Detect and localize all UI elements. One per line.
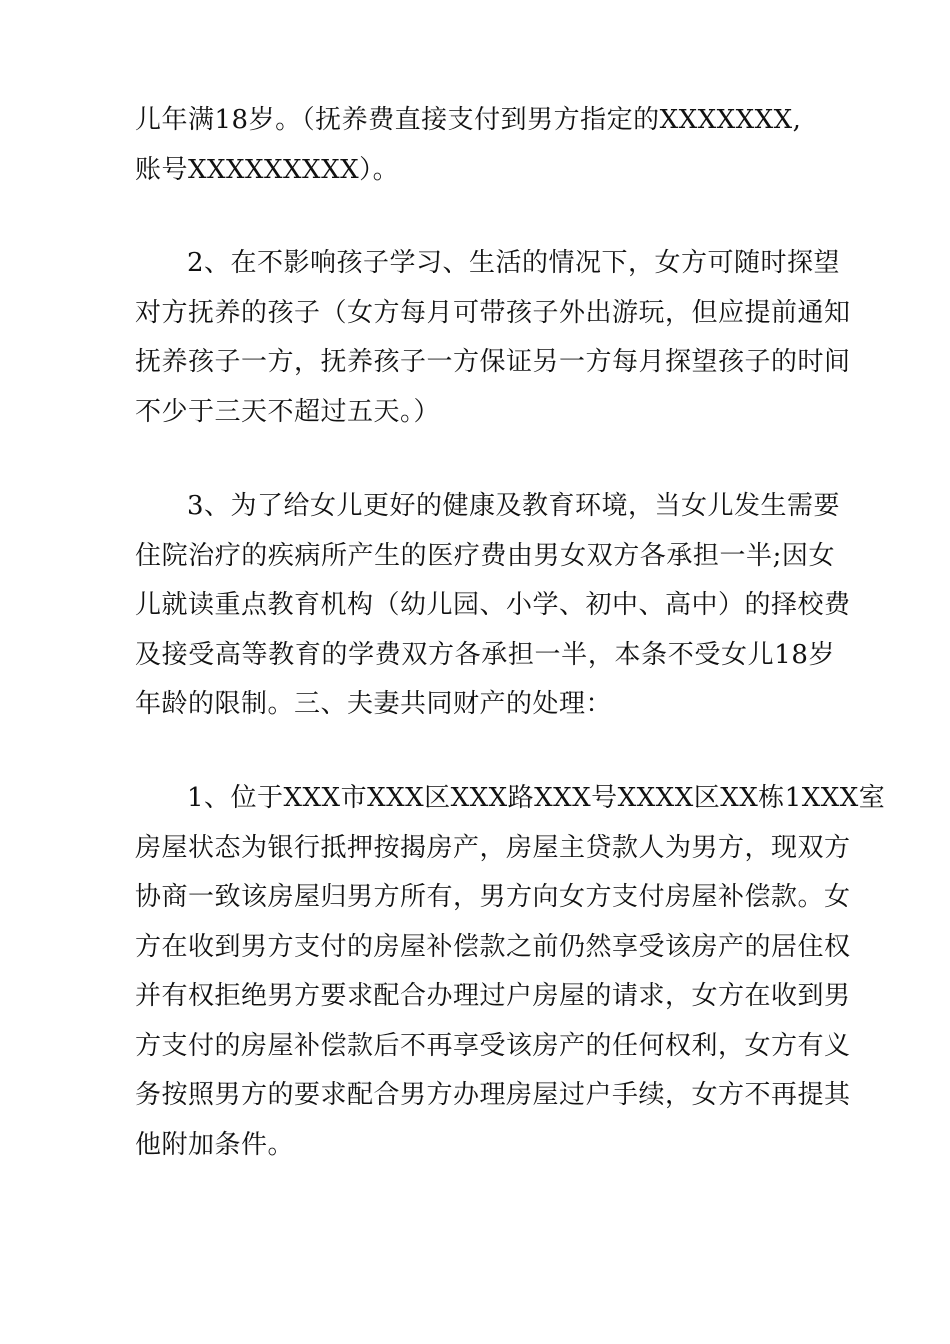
text-line: 1、位于XXX市XXX区XXX路XXX号XXXX区XX栋1XXX室	[187, 783, 886, 813]
text-line: 对方抚养的孩子（女方每月可带孩子外出游玩，但应提前通知	[135, 298, 851, 328]
text-line: 儿就读重点教育机构（幼儿园、小学、初中、高中）的择校费	[135, 590, 851, 620]
text-line: 务按照男方的要求配合男方办理房屋过户手续，女方不再提其	[135, 1080, 851, 1110]
text-line: 并有权拒绝男方要求配合办理过户房屋的请求，女方在收到男	[135, 981, 851, 1011]
text-line: 房屋状态为银行抵押按揭房产，房屋主贷款人为男方，现双方	[135, 833, 851, 863]
text-line: 方支付的房屋补偿款后不再享受该房产的任何权利，女方有义	[135, 1031, 851, 1061]
text-line: 他附加条件。	[135, 1130, 295, 1160]
text-line: 儿年满18岁。（抚养费直接支付到男方指定的XXXXXXX,	[135, 105, 802, 135]
text-line: 住院治疗的疾病所产生的医疗费由男女双方各承担一半;因女	[135, 541, 835, 571]
text-line: 2、在不影响孩子学习、生活的情况下，女方可随时探望	[187, 248, 841, 278]
text-line: 年龄的限制。三、夫妻共同财产的处理：	[135, 689, 613, 719]
text-line: 账号XXXXXXXXX）。	[135, 155, 400, 185]
text-line: 不少于三天不超过五天。）	[135, 397, 441, 427]
text-line: 方在收到男方支付的房屋补偿款之前仍然享受该房产的居住权	[135, 932, 851, 962]
text-line: 协商一致该房屋归男方所有，男方向女方支付房屋补偿款。女	[135, 882, 851, 912]
text-line: 抚养孩子一方，抚养孩子一方保证另一方每月探望孩子的时间	[135, 347, 851, 377]
text-line: 及接受高等教育的学费双方各承担一半，本条不受女儿18岁	[135, 640, 835, 670]
text-line: 3、为了给女儿更好的健康及教育环境，当女儿发生需要	[187, 491, 841, 521]
